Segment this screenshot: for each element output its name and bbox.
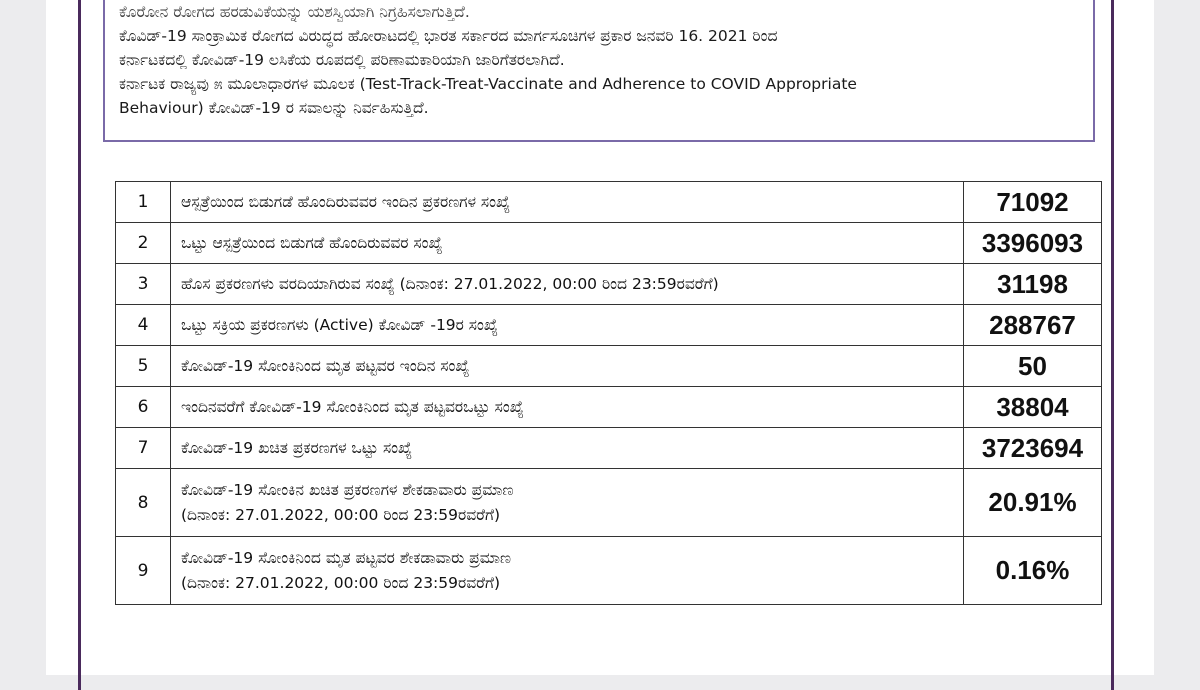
table-row: [116, 469, 1102, 537]
row-description: ಕೋವಿಡ್-19 ಸೋಂಕಿನಿಂದ ಮೃತ ಪಟ್ಟವರ ಇಂದಿನ ಸಂಖ್ಯೆ: [171, 346, 964, 387]
covid-stats-table: [115, 181, 1102, 605]
intro-line: ಕರ್ನಾಟಕದಲ್ಲಿ ಕೋವಿಡ್-19 ಲಸಿಕೆಯ ರೂಪದಲ್ಲಿ ಪರಿಣಾಮಕಾರಿಯಾಗಿ ಜಾರಿಗೆತರಲಾಗಿದೆ.: [119, 51, 565, 69]
row-number: 7: [116, 428, 171, 469]
table-row: [116, 428, 1102, 469]
row-number: 8: [116, 469, 171, 537]
row-description: ಹೊಸ ಪ್ರಕರಣಗಳು ವರದಿಯಾಗಿರುವ ಸಂಖ್ಯೆ (ದಿನಾಂಕ: 27.01.2022, 00:00 ರಿಂದ 23:59ರವರೆಗೆ): [171, 264, 964, 305]
row-description: ಒಟ್ಟು ಆಸ್ಪತ್ರೆಯಿಂದ ಬಿಡುಗಡೆ ಹೊಂದಿರುವವರ ಸಂಖ್ಯೆ: [171, 223, 964, 264]
row-number: 4: [116, 305, 171, 346]
table-row: [116, 305, 1102, 346]
table-row: [116, 346, 1102, 387]
intro-line: ಕೊರೋನ ರೋಗದ ಹರಡುವಿಕೆಯನ್ನು ಯಶಸ್ವಿಯಾಗಿ ನಿಗ್ರಹಿಸಲಾಗುತ್ತಿದೆ.: [119, 3, 470, 21]
intro-line: ಕೊವಿಡ್-19 ಸಾಂಕ್ರಾಮಿಕ ರೋಗದ ವಿರುದ್ಧದ ಹೋರಾಟದಲ್ಲಿ ಭಾರತ ಸರ್ಕಾರದ ಮಾರ್ಗಸೂಚಿಗಳ ಪ್ರಕಾರ ಜನವರಿ 16. 2021 ರಿಂದ: [119, 27, 778, 45]
row-value: 288767: [964, 305, 1102, 346]
table-row: [116, 387, 1102, 428]
row-value: 38804: [964, 387, 1102, 428]
row-value: 3396093: [964, 223, 1102, 264]
row-value: 71092: [964, 182, 1102, 223]
row-description-line: ಕೋವಿಡ್-19 ಸೋಂಕಿನಿಂದ ಮೃತ ಪಟ್ಟವರ ಶೇಕಡಾವಾರು ಪ್ರಮಾಣ: [181, 548, 511, 567]
table-row: [116, 182, 1102, 223]
document-page: [46, 0, 1154, 675]
row-value: 31198: [964, 264, 1102, 305]
table-row: [116, 223, 1102, 264]
row-number: 1: [116, 182, 171, 223]
row-number: 6: [116, 387, 171, 428]
row-value: 0.16%: [964, 537, 1102, 605]
row-value: 50: [964, 346, 1102, 387]
intro-line: Behaviour) ಕೋವಿಡ್-19 ರ ಸವಾಲನ್ನು ನಿರ್ವಹಿಸುತ್ತಿದೆ.: [119, 99, 429, 117]
intro-line: ಕರ್ನಾಟಕ ರಾಜ್ಯವು ೫ ಮೂಲಾಧಾರಗಳ ಮೂಲಕ (Test-Track-Treat-Vaccinate and Adherence to COVID Appropriate: [119, 75, 857, 93]
row-number: 2: [116, 223, 171, 264]
row-description: ಒಟ್ಟು ಸಕ್ರಿಯ ಪ್ರಕರಣಗಳು (Active) ಕೋವಿಡ್ -19ರ ಸಂಖ್ಯೆ: [171, 305, 964, 346]
intro-box: [103, 0, 1095, 142]
row-number: 5: [116, 346, 171, 387]
row-value: 20.91%: [964, 469, 1102, 537]
row-description-line: ಕೋವಿಡ್-19 ಸೋಂಕಿನ ಖಚಿತ ಪ್ರಕರಣಗಳ ಶೇಕಡಾವಾರು ಪ್ರಮಾಣ: [181, 480, 514, 499]
row-value: 3723694: [964, 428, 1102, 469]
row-description: ಕೋವಿಡ್-19 ಖಚಿತ ಪ್ರಕರಣಗಳ ಒಟ್ಟು ಸಂಖ್ಯೆ: [171, 428, 964, 469]
row-number: 9: [116, 537, 171, 605]
row-description: ಇಂದಿನವರೆಗೆ ಕೋವಿಡ್-19 ಸೋಂಕಿನಿಂದ ಮೃತ ಪಟ್ಟವರಒಟ್ಟು ಸಂಖ್ಯೆ: [171, 387, 964, 428]
table-row: [116, 537, 1102, 605]
row-description: [171, 537, 964, 605]
row-description-date: (ದಿನಾಂಕ: 27.01.2022, 00:00 ರಿಂದ 23:59ರವರೆಗೆ): [181, 505, 501, 524]
row-description-date: (ದಿನಾಂಕ: 27.01.2022, 00:00 ರಿಂದ 23:59ರವರೆಗೆ): [181, 573, 501, 592]
row-description: [171, 469, 964, 537]
row-description: ಆಸ್ಪತ್ರೆಯಿಂದ ಬಿಡುಗಡೆ ಹೊಂದಿರುವವರ ಇಂದಿನ ಪ್ರಕರಣಗಳ ಸಂಖ್ಯೆ: [171, 182, 964, 223]
row-number: 3: [116, 264, 171, 305]
table-row: [116, 264, 1102, 305]
